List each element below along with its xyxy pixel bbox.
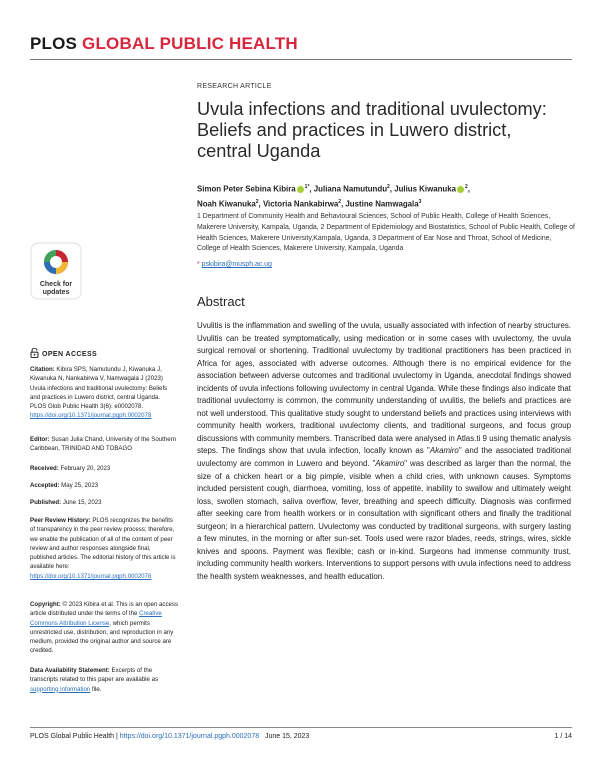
peer-review-text: PLOS recognizes the benefits of transparency in the peer review process; therefore, we enable the publication of all of the content of peer review and author responses alongside final, published articles. The editorial history of this article is available here: xyxy=(30,517,176,571)
abstract-quote: " xyxy=(427,446,430,456)
author-affiliation-sup: 2 xyxy=(338,198,342,205)
author-affiliation-sup: 2 xyxy=(387,184,390,190)
copyright-label: Copyright: xyxy=(30,601,61,608)
journal-name: GLOBAL PUBLIC HEALTH xyxy=(82,34,298,53)
citation-text: Kibira SPS, Namutundu J, Kiwanuka J, Kiwanuka N, Nankabirwa V, Namwagala J (2023) Uvula infections and traditional uvulectomy: Beliefs and practices in Luwero district, central Uganda. PLOS Glob Public Health 3(6): e0002078. xyxy=(30,366,168,411)
accepted-date: May 25, 2023 xyxy=(61,482,99,489)
check-for-updates-badge[interactable] xyxy=(30,242,82,300)
footer-doi-link[interactable]: https://doi.org/10.1371/journal.pgph.0002078 xyxy=(119,733,260,740)
article-title: Uvula infections and traditional uvulectomy: Beliefs and practices in Luwero district, central Uganda xyxy=(197,99,547,161)
editor-block xyxy=(30,435,178,454)
published-date: June 15, 2023 xyxy=(62,499,102,506)
journal-header xyxy=(30,34,298,54)
orcid-icon[interactable] xyxy=(457,186,464,193)
author-name[interactable]: Simon Peter Sebina Kibira xyxy=(197,184,296,194)
abstract-heading: Abstract xyxy=(197,294,245,309)
author-name[interactable]: Juliana Namutundu xyxy=(313,184,388,194)
received-label: Received: xyxy=(30,465,59,472)
check-updates-line2: updates xyxy=(42,289,70,296)
author-affiliation-sup: 3 xyxy=(418,198,422,205)
abstract-body xyxy=(197,320,571,583)
abstract-term: Akamiro xyxy=(429,446,459,456)
peer-review-link[interactable]: https://doi.org/10.1371/journal.pgph.0002078 xyxy=(30,572,152,580)
page-footer xyxy=(30,733,309,740)
author-affiliation-sup: 2 xyxy=(255,198,259,205)
abstract-text: Uvulitis is the inflammation and swelling of the uvula, usually associated with infection of nearby structures. Uvulitis can be treated symptomatically, using medication or in some cases with uvulectomy, the uvula surgical removal or shortening. Traditional uvulectomy by traditional practitioners has been practiced in Africa for ages, associated with adverse outcomes. Although there is no empirical evidence for the association between adverse outcomes and traditional uvulectomy in Uganda, anecdotal findings showed incidents of uvula infections following uvulectomy in central Uganda. While these findings also indicate that traditional uvulectomy is common, the community understanding of uvulitis, the beliefs and practices are not well understood. This qualitative study sought to understand beliefs and practices using interviews with community health workers, traditional uvulectomy clients, and traditional surgeons, and focus group discussions with community members. Transcribed data were analysed in Atlas.ti 9 using thematic analysis steps. The findings show that uvula infection, locally known as xyxy=(197,321,571,456)
accepted-block xyxy=(30,481,178,490)
abstract-text: " was described as larger than the normal, the size of a chicken heart or a big pimple, visible when a child cries, with unknown causes. Symptoms included persistent cough, diarrhoea, vomiting, loss of appetite, inability to swallow and ultimately weight loss, swollen stomach, saliva overflow, fever, breathing and speech difficulty. Diagnosis was confirmed after seeking care from health workers or in consultation with significant others and finally the traditional surgeon; in a hierarchical pattern. Uvulectomy was conducted by traditional surgeons, with surgery lasting a few minutes, in the morning or after sun-set. Tools used were razor blades, reeds, strings, wires, sickle knives and spoons. Payment was flexible; cash or in-kind. Surgeons had immense community trust, including community health workers. Interventions to support persons with uvula infections need to address the health system weaknesses, and health education. xyxy=(197,459,572,581)
article-type-label: RESEARCH ARTICLE xyxy=(197,83,272,90)
supporting-info-link[interactable]: supporting information xyxy=(30,685,91,693)
editor-label: Editor: xyxy=(30,436,50,443)
author-name[interactable]: Victoria Nankabirwa xyxy=(262,199,339,209)
author-affiliation-sup: 2 xyxy=(465,184,468,190)
editor-text: Susan Julia Chand, University of the Southern Caribbean, TRINIDAD AND TOBAGO xyxy=(30,436,176,453)
email-link[interactable]: pskibira@musph.ac.ug xyxy=(201,261,272,268)
author-name[interactable]: Noah Kiwanuka xyxy=(197,199,256,209)
data-availability-text: Excerpts of the transcripts related to this paper are available as xyxy=(30,667,159,684)
data-availability-label: Data Availability Statement: xyxy=(30,667,110,674)
author-list: Simon Peter Sebina Kibira $^{1*}$, Juliana Namutundu$^2$, Julius Kiwanuka $^2$, Noah Kiwanuka$^2$, Victoria Nankabirwa$^2$, Justine Namwagala$^3$ xyxy=(197,184,470,209)
citation-doi-link[interactable]: https://doi.org/10.1371/journal.pgph.0002078 xyxy=(30,412,152,420)
corresponding-email xyxy=(197,261,272,268)
peer-review-label: Peer Review History: xyxy=(30,517,91,524)
email-star: * xyxy=(197,261,200,268)
check-updates-line1: Check for xyxy=(39,281,73,288)
license-link[interactable]: Creative Commons Attribution License xyxy=(30,610,162,627)
footer-divider xyxy=(30,727,572,728)
open-lock-icon xyxy=(30,348,39,358)
check-updates-icon xyxy=(30,242,82,300)
copyright-text-end: , which permits unrestricted use, distribution, and reproduction in any medium, provided the original author and source are credited. xyxy=(30,619,174,655)
received-date: February 20, 2023 xyxy=(60,465,111,472)
author-affiliation-sup: 1 xyxy=(304,184,308,190)
header-divider xyxy=(30,59,572,60)
abstract-text: " and the associated traditional uvulectomy are common in Luwero and beyond. " xyxy=(197,446,571,469)
journal-plos: PLOS xyxy=(30,34,78,53)
citation-label: Citation: xyxy=(30,366,55,373)
page-number: 1 / 14 xyxy=(554,733,572,740)
peer-review-block xyxy=(30,516,178,581)
abstract-term: Akamiro xyxy=(375,459,405,469)
affiliations: 1 Department of Community Health and Behavioural Sciences, School of Public Health, College of Health Sciences, Makerere University, Kampala, Uganda, 2 Department of Epidemiology and Biostatistics, School of Public Health, College of Health Sciences, Makerere University,Kampala, Uganda, 3 Department of Ear Nose and Throat, School of Medicine, College of Health Sciences, Makerere University, Kampala, Uganda xyxy=(197,213,575,253)
open-access-label: OPEN ACCESS xyxy=(42,351,98,358)
footer-separator: | xyxy=(114,733,120,740)
received-block xyxy=(30,464,178,473)
data-availability-end: file. xyxy=(92,685,102,693)
published-block xyxy=(30,498,178,507)
corresponding-star: * xyxy=(307,184,310,190)
published-label: Published: xyxy=(30,499,62,506)
author-name[interactable]: Justine Namwagala xyxy=(345,199,419,209)
footer-journal: PLOS Global Public Health xyxy=(30,733,115,740)
orcid-icon[interactable] xyxy=(297,186,304,193)
data-availability-block xyxy=(30,666,178,694)
author-name[interactable]: Julius Kiwanuka xyxy=(394,184,457,194)
citation-block xyxy=(30,365,178,421)
copyright-text: © 2023 Kibira et al. This is an open access article distributed under the terms of the xyxy=(30,601,178,618)
accepted-label: Accepted: xyxy=(30,482,60,489)
footer-date: June 15, 2023 xyxy=(264,733,310,740)
copyright-block xyxy=(30,600,178,656)
open-access-badge xyxy=(30,348,97,358)
